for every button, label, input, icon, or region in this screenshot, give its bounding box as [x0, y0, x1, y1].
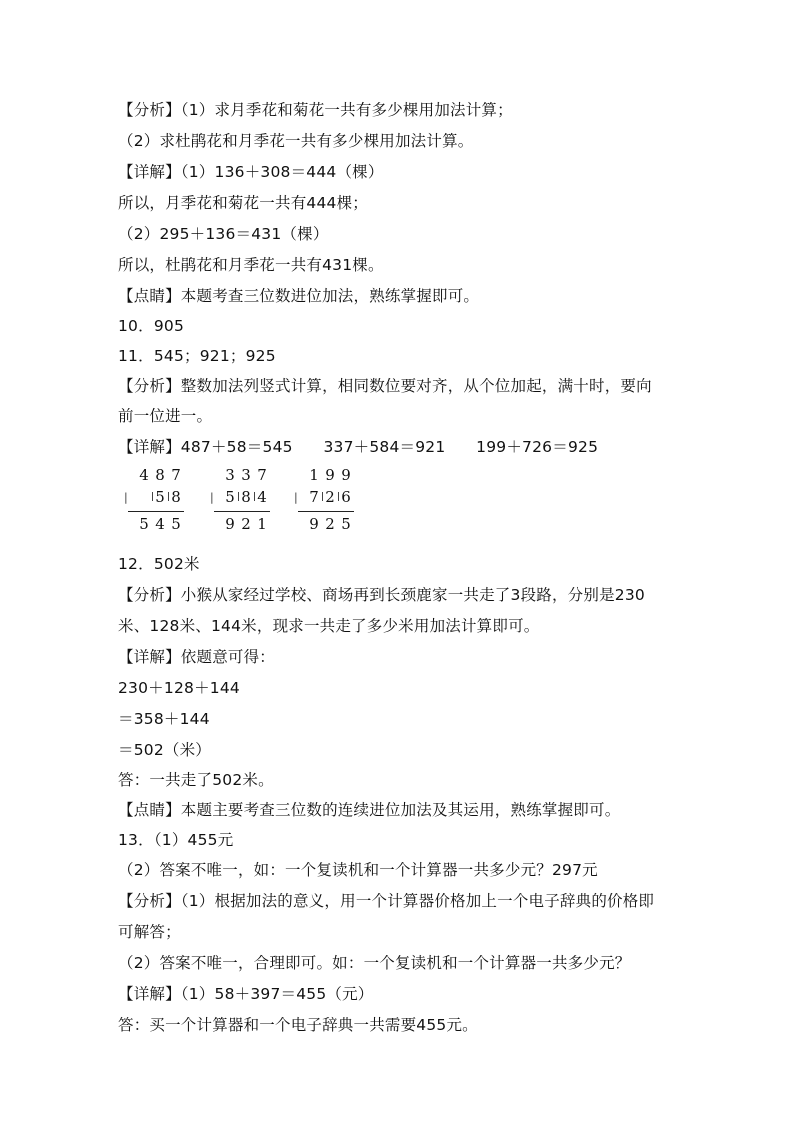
carry-tick	[322, 492, 323, 501]
analysis-12-line-1: 【分析】小猴从家经过学校、商场再到长颈鹿家一共走了3段路，分别是230	[118, 586, 645, 604]
digit: 4	[139, 466, 149, 484]
digit: 1	[309, 466, 319, 484]
solution-12-step-3: ＝502（米）	[118, 741, 211, 759]
vertical-calc-1	[120, 466, 186, 536]
plus-sign: |	[210, 491, 214, 504]
plus-sign: |	[124, 491, 128, 504]
vc3-result-row	[290, 515, 356, 533]
vertical-calc-2	[206, 466, 272, 536]
digit: 7	[171, 466, 181, 484]
vc3-bottom-row	[290, 488, 356, 506]
comment-12-line: 【点睛】本题主要考查三位数的连续进位加法及其运用，熟练掌握即可。	[118, 801, 621, 819]
digit: 5	[225, 488, 235, 506]
digit: 5	[341, 515, 351, 533]
digit: 3	[241, 466, 251, 484]
digit: 5	[155, 488, 165, 506]
solution-11-line: 【详解】487＋58＝545 337＋584＝921 199＋726＝925	[118, 438, 599, 456]
carry-tick	[338, 492, 339, 501]
digit: 9	[309, 515, 319, 533]
answer-12: 12．502米	[118, 555, 200, 573]
answer-13-part-1: 13．（1）455元	[118, 831, 234, 849]
digit: 4	[257, 488, 267, 506]
carry-tick	[238, 492, 239, 501]
digit: 1	[257, 515, 267, 533]
solution-line-4: 所以，杜鹃花和月季花一共有431棵。	[118, 256, 384, 274]
digit: 3	[225, 466, 235, 484]
digit: 7	[309, 488, 319, 506]
analysis-12-line-2: 米、128米、144米，现求一共走了多少米用加法计算即可。	[118, 617, 540, 635]
solution-line-1: 【详解】（1）136＋308＝444（棵）	[118, 163, 384, 181]
analysis-13-line-2: 可解答；	[118, 923, 181, 941]
vc1-bottom-row	[120, 488, 186, 506]
digit: 9	[225, 515, 235, 533]
vc1-top-row	[120, 466, 186, 484]
digit: 9	[341, 466, 351, 484]
answer-13-part-2: （2）答案不唯一，如：一个复读机和一个计算器一共多少元？297元	[118, 861, 598, 879]
digit: 4	[155, 515, 165, 533]
carry-tick	[152, 492, 153, 501]
vc2-bottom-row	[206, 488, 272, 506]
digit: 5	[139, 515, 149, 533]
sum-line	[214, 511, 270, 512]
sum-line	[298, 511, 354, 512]
analysis-13-line-3: （2）答案不唯一，合理即可。如：一个复读机和一个计算器一共多少元？	[118, 954, 631, 972]
analysis-13-line-1: 【分析】（1）根据加法的意义，用一个计算器价格加上一个电子辞典的价格即	[118, 892, 655, 910]
carry-tick	[168, 492, 169, 501]
digit: 5	[171, 515, 181, 533]
digit: 2	[241, 515, 251, 533]
sum-line	[128, 511, 184, 512]
solution-13-line: 【详解】（1）58＋397＝455（元）	[118, 985, 374, 1003]
digit: 8	[241, 488, 251, 506]
vc3-top-row	[290, 466, 356, 484]
answer-11: 11．545；921；925	[118, 347, 276, 365]
vertical-calc-3	[290, 466, 356, 536]
solution-line-3: （2）295＋136＝431（棵）	[118, 225, 329, 243]
digit: 2	[325, 488, 335, 506]
digit: 8	[171, 488, 181, 506]
solution-line-2: 所以，月季花和菊花一共有444棵；	[118, 194, 368, 212]
solution-12-step-1: 230＋128＋144	[118, 679, 240, 697]
analysis-line-1: 【分析】（1）求月季花和菊花一共有多少棵用加法计算；	[118, 101, 513, 119]
digit: 8	[155, 466, 165, 484]
vertical-calculations	[118, 466, 378, 536]
digit: 9	[325, 466, 335, 484]
digit: 6	[341, 488, 351, 506]
analysis-11-line-1: 【分析】整数加法列竖式计算，相同数位要对齐，从个位加起，满十时，要向	[118, 377, 652, 395]
answer-10: 10．905	[118, 317, 185, 335]
digit: 2	[325, 515, 335, 533]
analysis-11-line-2: 前一位进一。	[118, 407, 213, 425]
comment-line: 【点睛】本题考查三位数进位加法，熟练掌握即可。	[118, 287, 480, 305]
solution-12-answer: 答：一共走了502米。	[118, 771, 274, 789]
analysis-line-2: （2）求杜鹃花和月季花一共有多少棵用加法计算。	[118, 132, 474, 150]
vc2-result-row	[206, 515, 272, 533]
carry-tick	[254, 492, 255, 501]
solution-12-step-2: ＝358＋144	[118, 710, 210, 728]
digit: 7	[257, 466, 267, 484]
vc2-top-row	[206, 466, 272, 484]
solution-12-heading: 【详解】依题意可得：	[118, 648, 276, 666]
vc1-result-row	[120, 515, 186, 533]
plus-sign: |	[294, 491, 298, 504]
solution-13-answer: 答：买一个计算器和一个电子辞典一共需要455元。	[118, 1016, 478, 1034]
